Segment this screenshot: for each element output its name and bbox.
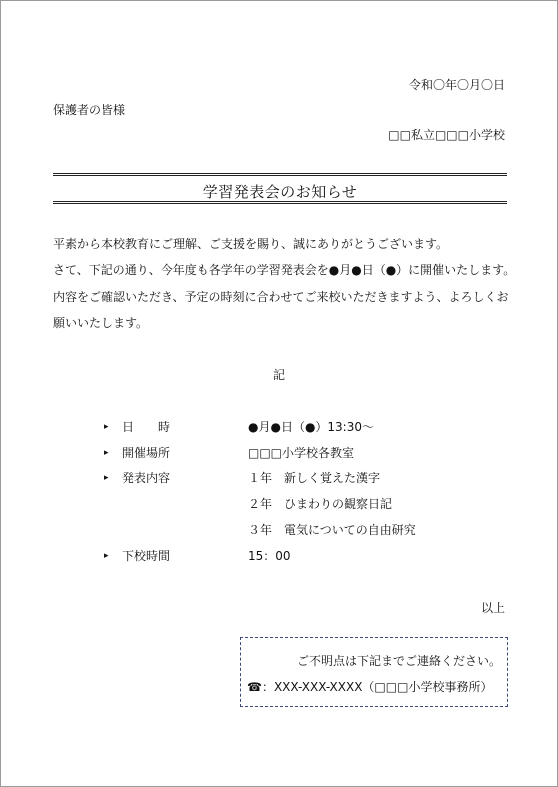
body-line-1: 平素から本校教育にご理解、ご支援を賜り、誠にありがとうございます。 bbox=[53, 237, 449, 251]
contact-phone-text: ：XXX-XXX-XXXX（□□□小学校事務所） bbox=[261, 680, 493, 694]
body-line-3: 内容をご確認いただき、予定の時刻に合わせてご来校いただきますよう、よろしくお bbox=[53, 290, 509, 304]
item-label-content: 発表内容 bbox=[122, 471, 171, 485]
item-label-venue: 開催場所 bbox=[122, 446, 171, 460]
contact-phone-line bbox=[247, 680, 492, 694]
closing-text: 以上 bbox=[480, 601, 505, 615]
contact-box bbox=[240, 637, 508, 707]
item-value-venue: □□□小学校各教室 bbox=[248, 446, 355, 460]
item-label-datetime: 日 時 bbox=[122, 420, 171, 434]
issue-date: 令和〇年〇月〇日 bbox=[408, 78, 505, 92]
ki-heading: 記 bbox=[273, 368, 286, 382]
document-title: 学習発表会のお知らせ bbox=[202, 183, 358, 201]
title-frame bbox=[53, 173, 507, 204]
item-value-content-1: １年 新しく覚えた漢字 bbox=[248, 471, 381, 485]
bullet-icon: ▸ bbox=[104, 448, 109, 458]
contact-note: ご不明点は下記までご連絡ください。 bbox=[296, 654, 501, 668]
bullet-icon: ▸ bbox=[104, 473, 109, 483]
sender-school: □□私立□□□小学校 bbox=[388, 128, 505, 142]
addressee: 保護者の皆様 bbox=[53, 103, 126, 117]
item-value-content-2: ２年 ひまわりの観察日記 bbox=[248, 497, 393, 511]
body-line-2: さて、下記の通り、今年度も各学年の学習発表会を●月●日（●）に開催いたします。 bbox=[53, 263, 516, 277]
item-value-datetime: ●月●日（●）13:30～ bbox=[248, 420, 374, 434]
item-label-dismissal: 下校時間 bbox=[122, 549, 171, 563]
body-line-4: 願いいたします。 bbox=[53, 316, 149, 330]
item-value-content-3: ３年 電気についての自由研究 bbox=[248, 523, 416, 537]
item-value-dismissal: 15：00 bbox=[248, 549, 291, 563]
phone-icon: ☎ bbox=[247, 680, 262, 694]
bullet-icon: ▸ bbox=[104, 422, 109, 432]
bullet-icon: ▸ bbox=[104, 551, 109, 561]
